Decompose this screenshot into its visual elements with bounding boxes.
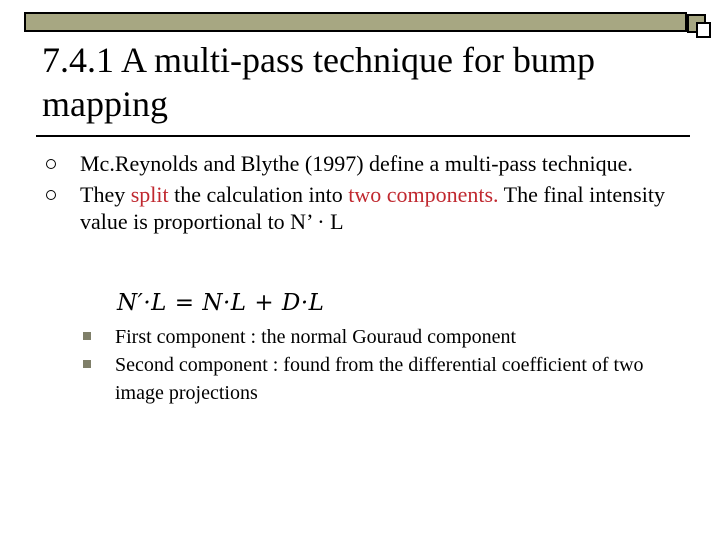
- top-accent-bar: [24, 12, 687, 32]
- sub-bullet-list: [80, 323, 680, 407]
- bullet-text-part: the calculation into: [168, 182, 349, 207]
- square-bullet-icon: [83, 332, 91, 340]
- equation: N′·L = N·L + D·L: [117, 290, 325, 316]
- bullet-text: Mc.Reynolds and Blythe (1997) define a multi-pass technique.: [80, 151, 633, 176]
- title-underline: [36, 135, 690, 137]
- slide-title: 7.4.1 A multi-pass technique for bump mapping: [42, 40, 595, 124]
- sub-bullet-item-2: [80, 351, 680, 407]
- corner-outline-square-decoration: [696, 22, 711, 38]
- square-bullet-icon: [83, 360, 91, 368]
- sub-bullet-text: First component : the normal Gouraud component: [115, 326, 517, 348]
- bullet-item-1: [42, 150, 692, 177]
- sub-bullet-text: Second component : found from the differential coefficient of two image projections: [115, 354, 644, 404]
- hollow-circle-bullet-icon: [46, 190, 56, 200]
- sub-bullet-item-1: [80, 323, 680, 351]
- highlighted-word: split: [130, 182, 169, 207]
- hollow-circle-bullet-icon: [46, 159, 56, 169]
- bullet-list: [42, 150, 692, 239]
- bullet-text-part: The final intensity value is proportional to N’ · L: [80, 182, 665, 234]
- bullet-item-2: [42, 181, 692, 235]
- highlighted-phrase: two components.: [348, 182, 499, 207]
- bullet-text-part: They: [80, 182, 131, 207]
